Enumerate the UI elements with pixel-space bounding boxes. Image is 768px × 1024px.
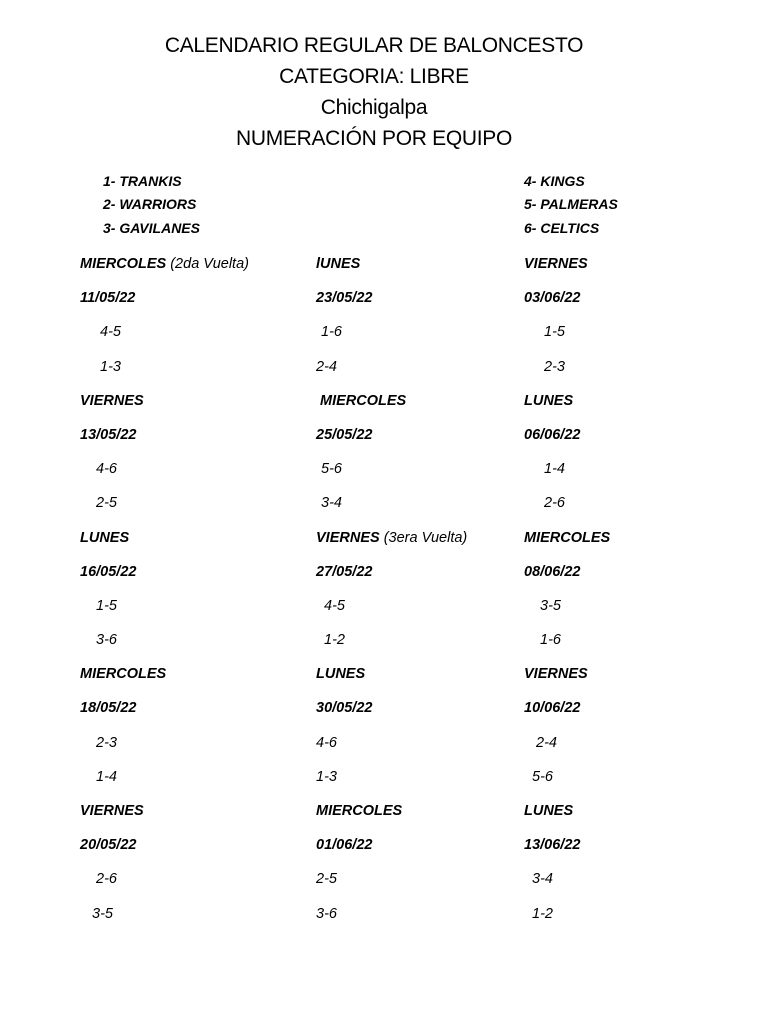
day-label <box>524 798 724 832</box>
match-date: 23/05/22 <box>316 290 373 307</box>
day-label <box>524 388 724 422</box>
team-5: 5- PALMERAS <box>524 196 618 212</box>
match-pairing: 5-6 <box>321 461 342 478</box>
match-pairing: 2-6 <box>96 871 117 888</box>
match-pairing: 1-5 <box>544 324 565 341</box>
day-name: VIERNES <box>524 666 588 683</box>
team-6: 6- CELTICS <box>524 220 600 236</box>
day-name: MIERCOLES <box>80 666 167 683</box>
match-pairing: 1-4 <box>96 768 117 785</box>
title-line-2: CATEGORIA: LIBRE <box>279 65 469 88</box>
day-name: MIERCOLES <box>524 529 611 546</box>
title-line-4: NUMERACIÓN POR EQUIPO <box>235 127 513 150</box>
title-line-1: CALENDARIO REGULAR DE BALONCESTO <box>164 34 584 57</box>
match-pairing: 4-5 <box>324 597 345 614</box>
day-label <box>524 661 724 695</box>
day-name: LUNES <box>524 392 574 409</box>
day-label <box>316 251 516 285</box>
match-pairing: 2-4 <box>316 358 337 375</box>
match-pairing: 3-4 <box>321 495 342 512</box>
match-pairing: 4-5 <box>100 324 121 341</box>
team-4: 4- KINGS <box>524 173 585 189</box>
day-name: MIERCOLES <box>80 256 167 272</box>
match-date: 13/05/22 <box>80 426 137 443</box>
match-pairing: 1-3 <box>316 768 337 785</box>
round-note: (3era Vuelta) <box>379 529 468 546</box>
match-pairing: 1-2 <box>324 632 345 649</box>
day-label <box>80 388 280 422</box>
day-name: MIERCOLES <box>320 392 407 409</box>
match-pairing: 2-3 <box>544 358 565 375</box>
day-name: LUNES <box>524 803 574 819</box>
match-pairing: 3-4 <box>532 871 553 888</box>
match-pairing: 3-6 <box>316 905 337 922</box>
day-label <box>316 661 516 695</box>
match-date: 11/05/22 <box>80 290 136 307</box>
match-pairing: 5-6 <box>532 768 553 785</box>
day-label <box>80 661 280 695</box>
day-label <box>316 525 516 559</box>
match-pairing: 2-3 <box>96 734 117 751</box>
match-pairing: 3-5 <box>92 905 113 922</box>
match-date: 06/06/22 <box>524 426 581 443</box>
match-pairing: 3-5 <box>540 597 561 614</box>
match-pairing: 2-4 <box>536 734 557 751</box>
match-pairing: 4-6 <box>96 461 117 478</box>
day-name: lUNES <box>316 256 361 272</box>
match-date: 30/05/22 <box>316 700 373 717</box>
day-label <box>80 251 280 285</box>
schedule-column-2 <box>316 251 516 935</box>
team-3: 3- GAVILANES <box>103 220 200 236</box>
day-name: VIERNES <box>316 529 380 546</box>
match-pairing: 1-6 <box>540 632 561 649</box>
match-date: 18/05/22 <box>80 700 137 717</box>
match-date: 25/05/22 <box>316 426 373 443</box>
team-1: 1- TRANKIS <box>103 173 182 189</box>
title-line-3: Chichigalpa <box>320 96 428 119</box>
match-pairing: 2-5 <box>96 495 117 512</box>
day-label <box>80 798 280 832</box>
day-label <box>80 525 280 559</box>
day-label <box>316 798 516 832</box>
match-pairing: 1-6 <box>321 324 342 341</box>
schedule-column-1 <box>80 251 280 935</box>
match-date: 01/06/22 <box>316 837 373 854</box>
match-pairing: 3-6 <box>96 632 117 649</box>
day-label <box>316 388 516 422</box>
match-date: 16/05/22 <box>80 563 137 580</box>
match-pairing: 1-4 <box>544 461 565 478</box>
team-2: 2- WARRIORS <box>103 196 197 212</box>
day-name: VIERNES <box>80 392 144 409</box>
match-date: 20/05/22 <box>80 837 137 854</box>
day-label <box>524 251 724 285</box>
match-date: 08/06/22 <box>524 563 581 580</box>
match-pairing: 2-5 <box>316 871 337 888</box>
document-header <box>0 30 748 154</box>
day-name: LUNES <box>316 666 366 683</box>
match-pairing: 1-5 <box>96 597 117 614</box>
match-date: 10/06/22 <box>524 700 581 717</box>
schedule-column-3 <box>524 251 724 935</box>
match-pairing: 1-2 <box>532 905 553 922</box>
match-date: 13/06/22 <box>524 837 581 854</box>
day-name: VIERNES <box>524 256 588 272</box>
day-name: MIERCOLES <box>316 803 403 819</box>
match-pairing: 2-6 <box>544 495 565 512</box>
match-pairing: 1-3 <box>100 358 121 375</box>
day-label <box>524 525 724 559</box>
match-date: 27/05/22 <box>316 563 373 580</box>
day-name: VIERNES <box>80 803 144 819</box>
round-note: (2da Vuelta) <box>166 256 249 272</box>
match-pairing: 4-6 <box>316 734 337 751</box>
day-name: LUNES <box>80 529 130 546</box>
match-date: 03/06/22 <box>524 290 581 307</box>
